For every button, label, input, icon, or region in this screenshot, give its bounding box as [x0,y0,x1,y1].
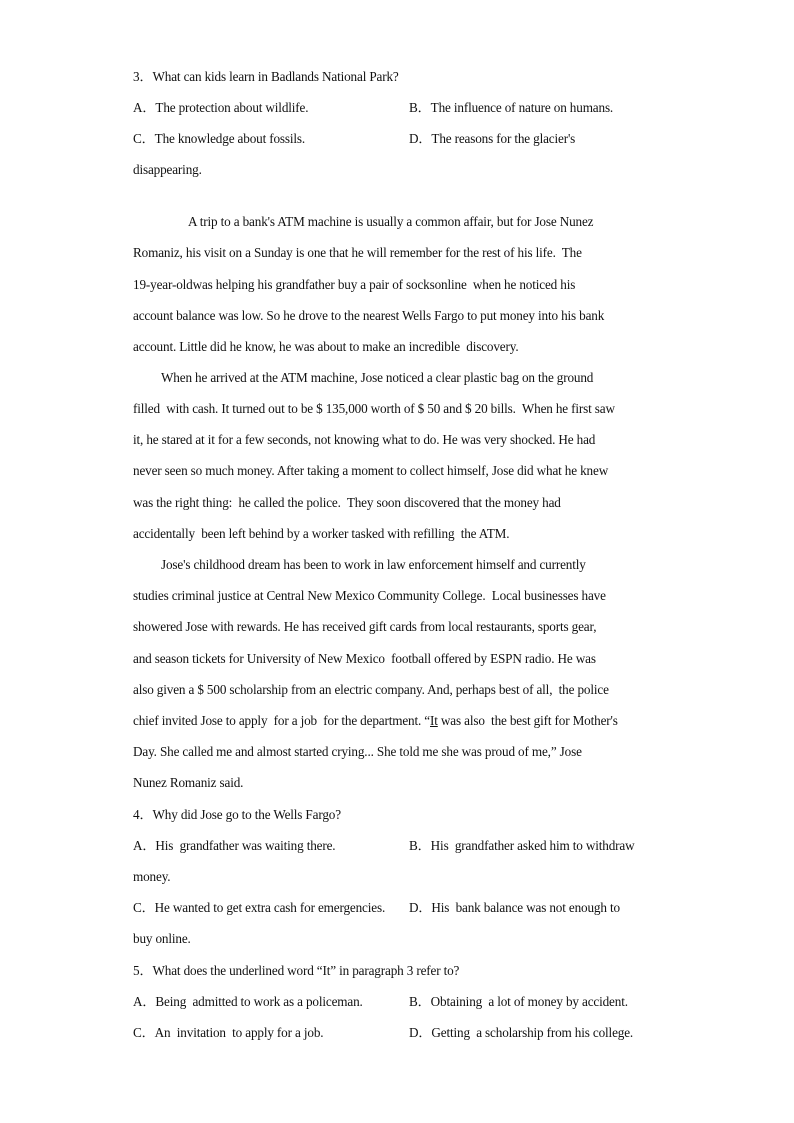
q3-option-d: D．The reasons for the glacier's [409,131,576,146]
passage-line: When he arrived at the ATM machine, Jose noticed a clear plastic bag on the ground [161,370,594,385]
passage-line: never seen so much money. After taking a moment to collect himself, Jose did what he knew [133,463,609,478]
passage-line: and season tickets for University of New Mexico football offered by ESPN radio. He was [133,651,596,666]
q5-option-a: A．Being admitted to work as a policeman. [133,994,363,1009]
q3-option-b: B．The influence of nature on humans. [409,100,614,115]
q4-option-c: C．He wanted to get extra cash for emergencies. [133,900,386,915]
passage-line [133,712,618,730]
q4-option-b: B．His grandfather asked him to withdraw [409,838,635,853]
passage-text: was also the best gift for Mother's [437,713,618,728]
q5-option-b: B．Obtaining a lot of money by accident. [409,994,628,1009]
q4-option-d: D．His bank balance was not enough to [409,900,620,915]
passage-line: studies criminal justice at Central New Mexico Community College. Local businesses have [133,588,606,603]
passage-line: 19-year-oldwas helping his grandfather buy a pair of socksonline when he noticed his [133,277,576,292]
q4-option-a: A．His grandfather was waiting there. [133,838,336,853]
passage-line: Nunez Romaniz said. [133,775,244,790]
passage-line: showered Jose with rewards. He has received gift cards from local restaurants, sports gear, [133,619,597,634]
passage-line: account. Little did he know, he was about to make an incredible discovery. [133,339,519,354]
passage-line: Day. She called me and almost started crying... She told me she was proud of me,” Jose [133,744,582,759]
passage-line: also given a $ 500 scholarship from an electric company. And, perhaps best of all, the police [133,682,609,697]
passage-text: chief invited Jose to apply for a job for the department. “ [133,713,430,728]
q3-option-c: C．The knowledge about fossils. [133,131,306,146]
q3-stem: 3．What can kids learn in Badlands National Park? [133,69,399,84]
q5-option-d: D．Getting a scholarship from his college. [409,1025,634,1040]
q3-option-d-continued: disappearing. [133,162,202,177]
passage-line: Jose's childhood dream has been to work in law enforcement himself and currently [161,557,586,572]
passage-line: filled with cash. It turned out to be $ 135,000 worth of $ 50 and $ 20 bills. When he first saw [133,401,615,416]
passage-line: Romaniz, his visit on a Sunday is one that he will remember for the rest of his life. The [133,245,582,260]
q4-option-b-continued: money. [133,869,171,884]
passage-line: was the right thing: he called the police. They soon discovered that the money had [133,495,561,510]
passage-line: A trip to a bank's ATM machine is usually a common affair, but for Jose Nunez [188,214,594,229]
passage-line: account balance was low. So he drove to the nearest Wells Fargo to put money into his bank [133,308,605,323]
passage-line: it, he stared at it for a few seconds, not knowing what to do. He was very shocked. He had [133,432,596,447]
q5-stem: 5．What does the underlined word “It” in paragraph 3 refer to? [133,963,460,978]
q4-option-d-continued: buy online. [133,931,191,946]
q3-option-a: A．The protection about wildlife. [133,100,309,115]
q5-option-c: C．An invitation to apply for a job. [133,1025,324,1040]
underlined-word-it: It [430,713,438,728]
passage-line: accidentally been left behind by a worker tasked with refilling the ATM. [133,526,510,541]
q4-stem: 4．Why did Jose go to the Wells Fargo? [133,807,341,822]
